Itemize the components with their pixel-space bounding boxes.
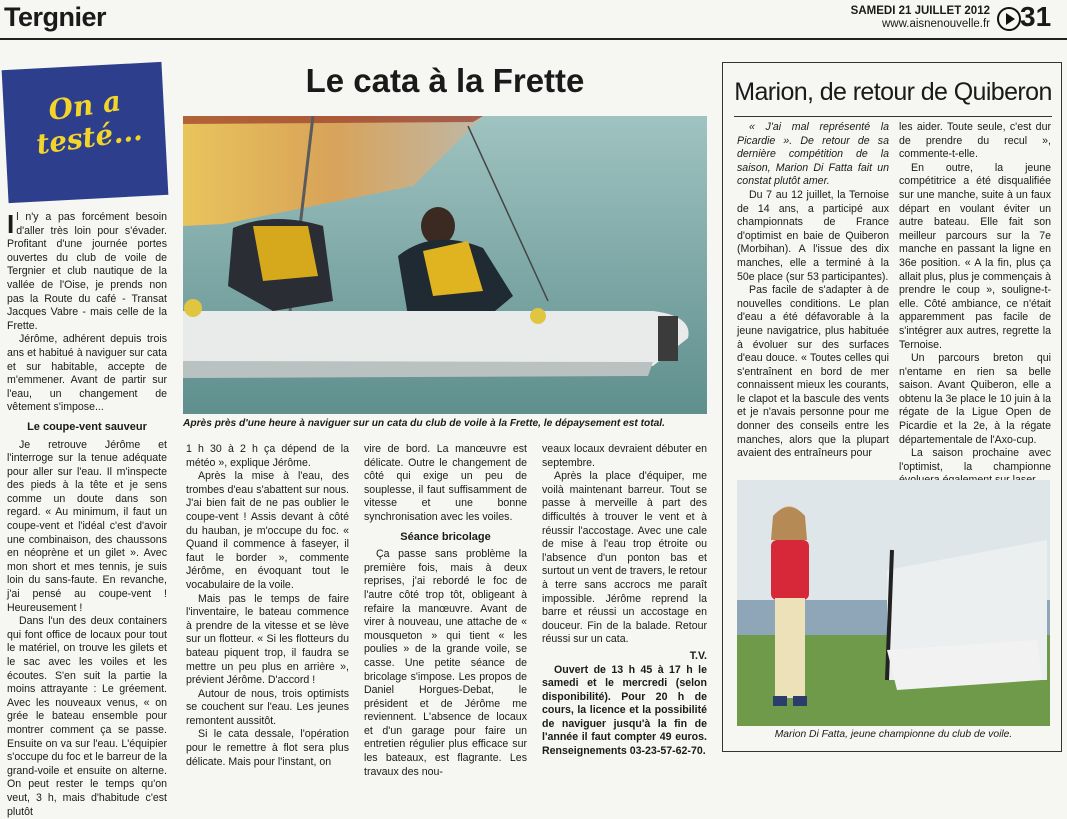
sidebar-column-a bbox=[737, 121, 889, 461]
article-column-1 bbox=[7, 211, 167, 819]
article-column-3 bbox=[364, 443, 527, 779]
subheading: Séance bricolage bbox=[400, 530, 491, 543]
sidebar-column-b bbox=[899, 121, 1051, 488]
paragraph: Dans l'un des deux containers qui font office de locaux pour tout le matériel, on trouve les gilets et le sac avec les voiles et les écoutes. S'en suit la partie la moins attrayante : Le gréement. Avec les nouveaux venus, « on grée le bateau ensemble pour montrer comment ça se passe. Ensuite on va sur l'eau. L'équipier s'occupe du foc et le barreur de la grand-voile et ensuite on alterne. On peut rester le temps qu'on veut, 3 h, mais d'habitude c'est plutôt bbox=[7, 615, 167, 818]
subheading: Le coupe-vent sauveur bbox=[27, 420, 147, 433]
paragraph: les aider. Toute seule, c'est dur de prendre du recul », commente-t-elle. bbox=[899, 121, 1051, 161]
paragraph: Jérôme, adhérent depuis trois ans et habitué à naviguer sur cata et sur habitable, accepte de m'emmener. Avant de partir sur l'eau, un changement de vêtement s'impose... bbox=[7, 333, 167, 414]
marion-photo bbox=[737, 480, 1050, 726]
badge-text: On a testé... bbox=[34, 84, 145, 162]
paragraph: Un parcours breton qui n'entame en rien sa belle saison. Avant Quiberon, elle a obtenu la 3e place le 10 juin à la régate de la Ligue Open de Picardie et la 2e, à la régate départementale de l'Axo-cup. bbox=[899, 352, 1051, 446]
paragraph: « J'ai mal représenté la Picardie ». De retour de sa dernière compétition de la saison, Marion Di Fatta fait un constat plutôt amer. bbox=[737, 121, 889, 188]
article-column-2 bbox=[186, 443, 349, 769]
paragraph: veaux locaux devraient débuter en septembre. bbox=[542, 443, 707, 469]
paragraph: Du 7 au 12 juillet, la Ternoise de 14 ans, a participé aux championnats de France d'optimist en baie de Quiberon (Morbihan). A l'issue des dix manches, elle a terminé à la 50e place (sur 53 participantes). bbox=[737, 188, 889, 283]
header-rule bbox=[0, 38, 1067, 40]
photo-caption: Après près d'une heure à naviguer sur un cata du club de voile à la Frette, le dépaysement est total. bbox=[183, 418, 665, 429]
paragraph: Pas facile de s'adapter à de nouvelles conditions. Le plan d'eau a été défavorable à la jeune navigatrice, plus habituée à évoluer sur des surfaces d'eau douce. « Toutes celles qui s'entraînent en bord de mer connaissent mieux les courants, le clapot et la bascule des vents et je n'avais personne pour me donner des conseils entre les manches, alors que la plupart avaient des entraîneurs pour bbox=[737, 284, 889, 460]
paragraph: l n'y a pas forcément besoin d'aller très loin pour s'évader. Profitant d'une journée portes ouvertes du club de voile de Tergnier et club nautique de la vallée de l'Oise, je prends non pas la Route du café - Transat Jacques Vabre - mais celle de la Frette. bbox=[7, 211, 167, 332]
paragraph: Après la place d'équiper, me voilà maintenant barreur. Tout se passe à merveille à part des difficultés à trouver le vent et à réussir l'accostage. Avec une cale de mise à l'eau trop étroite ou l'absence d'un ponton bas et surtout un vent de travers, le retour à terre sans accrocs me paraît impossible. Jérôme reprend la barre et réussi un accostage en douceur. Fin de la balade. Retour réussi sur un cata. bbox=[542, 470, 707, 646]
article-column-4 bbox=[542, 443, 707, 759]
paragraph: Mais pas le temps de faire l'inventaire, le bateau commence à prendre de la vitesse et se lève sur un flotteur. « Si les flotteurs du bateau piquent trop, il faudra se mettre un peu plus en arrière », prévient Jérôme. D'accord ! bbox=[186, 592, 349, 687]
paragraph: vire de bord. La manœuvre est délicate. Outre le changement de côté qui exige un peu de souplesse, il faut suffisamment de vitesse et une bonne synchronisation avec les voiles. bbox=[364, 443, 527, 523]
paragraph: En outre, la jeune compétitrice a été disqualifiée sur une manche, suite à un faux départ en voulant éviter un autre bateau. Elle fait son meilleur parcours sur la 7e manche en passant la ligne en 36e position. « A la fin, plus ça allait plus, plus je commençais à prendre le coup », souligne-t-elle. Côté ambiance, ce n'était apparemment pas facile de s'intégrer aux autres, regrette la Ternoise. bbox=[899, 161, 1051, 351]
page-number: 31 bbox=[1020, 1, 1052, 32]
catamaran-photo bbox=[183, 116, 707, 414]
dropcap: I bbox=[7, 209, 15, 239]
paragraph: Autour de nous, trois optimists se couchent sur l'eau. Les jeunes remontent aussitôt. bbox=[186, 687, 349, 727]
paragraph: Après la mise à l'eau, des trombes d'eau s'abattent sur nous. J'ai bien fait de ne pas oublier le coupe-vent ! Assis devant à côté du hauban, je m'occupe du foc. « Quand il commence à faseyer, il faut le border », commente Jérôme, en évoquant tout le vocabulaire de la voile. bbox=[186, 470, 349, 591]
page-arrow-icon bbox=[997, 7, 1021, 31]
issue-date: SAMEDI 21 JUILLET 2012 bbox=[850, 5, 990, 17]
paragraph: La saison prochaine avec l'optimist, la championne bbox=[899, 447, 1051, 473]
marion-photo-caption: Marion Di Fatta, jeune championne du club de voile. bbox=[774, 729, 1013, 740]
sidebar-title: Marion, de retour de Quiberon bbox=[734, 78, 1052, 106]
paragraph: Si le cata dessale, l'opération pour le remettre à flot sera plus délicate. Mais pour l'instant, on bbox=[186, 728, 349, 768]
practical-info: Ouvert de 13 h 45 à 17 h le samedi et le mercredi (selon disponibilité). Pour 20 h de cours, la licence et la possibilité de naviguer jusqu'à la fin de l'année il faut compter 49 euros. Renseignements 03-23-57-62-70. bbox=[542, 663, 707, 758]
website-url[interactable]: www.aisnenouvelle.fr bbox=[881, 18, 990, 30]
paragraph: Ça passe sans problème la première fois, mais à deux reprises, j'ai rebordé le foc de l'autre côté trop tôt, obligeant à refaire la manœuvre. Avant de virer à nouveau, une attache de « mousqueton » qui tient « les poulies » de la grande voile, se casse. Une petite séance de bricolage s'impose. Les propos de Daniel Horgues-Debat, le président et de Jérôme me reviennent. L'absence de locaux et d'un garage pour faire un entretien régulier plus efficace sur les bateaux, est flagrante. Les travaux des nou- bbox=[364, 548, 527, 778]
paragraph: 1 h 30 à 2 h ça dépend de la météo », explique Jérôme. bbox=[186, 443, 349, 469]
paragraph: Je retrouve Jérôme et l'interroge sur la tenue adéquate pour aller sur l'eau. Il m'inspecte des pieds à la tête et je sens comme un doute dans son regard. « Au minimum, il faut un coupe-vent et l'idéal c'est d'avoir une combinaison, des chaussons en néoprène et un gilet ». Avec mon short et mes tennis, je suis loin du sans-faute. En revanche, j'ai pensé au coupe-vent ! Heureusement ! bbox=[7, 438, 167, 614]
signature: T.V. bbox=[689, 649, 707, 662]
sidebar-rule bbox=[734, 116, 1052, 117]
town-heading: Tergnier bbox=[4, 2, 107, 32]
article-title: Le cata à la Frette bbox=[305, 62, 585, 99]
